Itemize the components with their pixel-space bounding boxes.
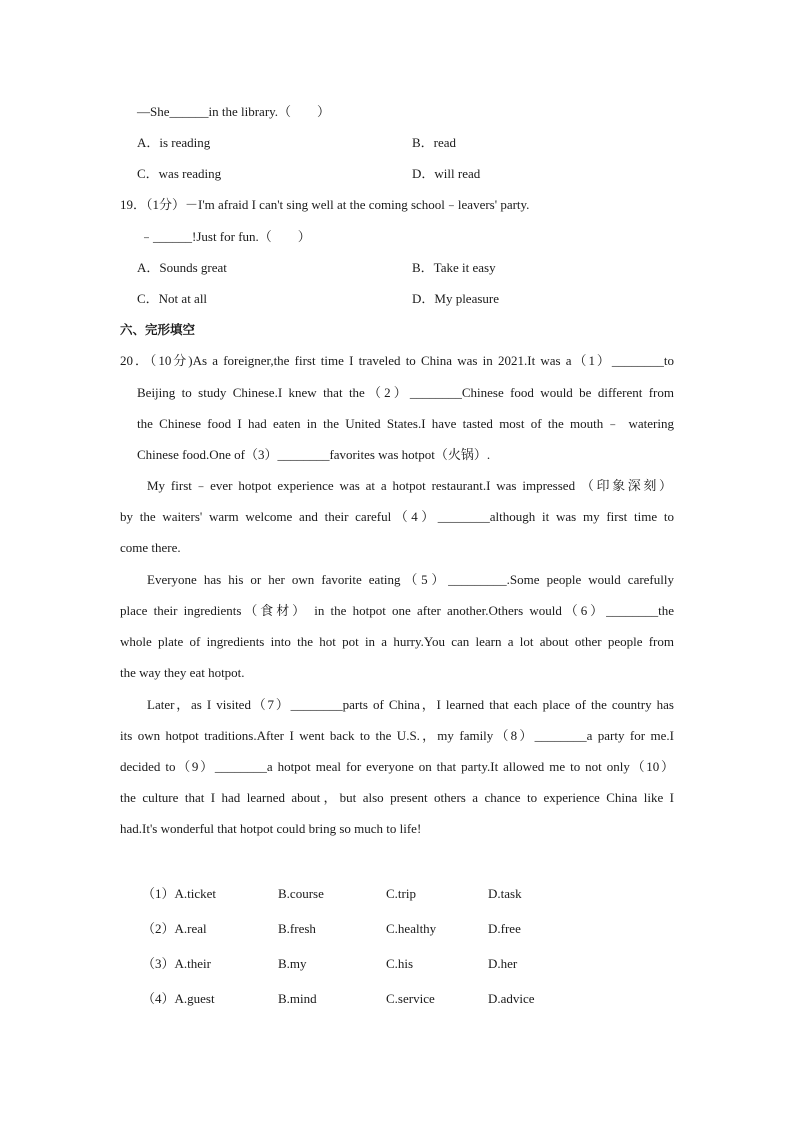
passage-line: the Chinese food I had eaten in the United States.I have tasted most of the mouth﹣ watering bbox=[137, 416, 674, 431]
q19-option-a: A．Sounds great bbox=[137, 260, 227, 275]
passage-line: Chinese food.One of（3）________favorites was hotpot（火锅）. bbox=[137, 447, 491, 462]
passage-line: 20．（10分)As a foreigner,the first time I traveled to China was in 2021.It was a（1）________to bbox=[120, 353, 674, 368]
passage-line: the culture that I had learned about，but also present others a chance to experience China like I bbox=[120, 790, 674, 805]
passage-line: Beijing to study Chinese.I knew that the（2）________Chinese food would be different from bbox=[137, 385, 674, 400]
choice-3-c: C.his bbox=[386, 956, 414, 971]
choice-4-b: B.mind bbox=[278, 991, 317, 1006]
q19-option-b: B．Take it easy bbox=[412, 260, 496, 275]
passage-line: by the waiters' warm welcome and their careful（4）________although it was my first time to bbox=[120, 509, 674, 524]
q19-option-c: C．Not at all bbox=[137, 291, 208, 306]
choice-2-a: （2）A.real bbox=[142, 921, 207, 936]
choice-3-a: （3）A.their bbox=[142, 956, 211, 971]
choice-3-b: B.my bbox=[278, 956, 307, 971]
passage-line: come there. bbox=[120, 540, 181, 555]
choice-1-b: B.course bbox=[278, 886, 324, 901]
q19-option-d: D．My pleasure bbox=[412, 291, 500, 306]
passage-line: Later，as I visited（7）________parts of China，I learned that each place of the country has bbox=[147, 697, 674, 712]
passage-line: the way they eat hotpot. bbox=[120, 665, 245, 680]
q18-option-c: C．was reading bbox=[137, 166, 222, 181]
choice-2-c: C.healthy bbox=[386, 921, 437, 936]
q19-stem-answer: ﹣______!Just for fun.（ ） bbox=[140, 229, 311, 244]
q18-option-b: B．read bbox=[412, 135, 457, 150]
choice-2-b: B.fresh bbox=[278, 921, 316, 936]
choice-1-d: D.task bbox=[488, 886, 522, 901]
choice-4-a: （4）A.guest bbox=[142, 991, 215, 1006]
passage-line: Everyone has his or her own favorite eating（5）_________.Some people would carefully bbox=[147, 572, 674, 587]
q18-option-a: A．is reading bbox=[137, 135, 211, 150]
choice-4-d: D.advice bbox=[488, 991, 535, 1006]
passage-line: its own hotpot traditions.After I went back to the U.S.，my family（8）________a party for me.I bbox=[120, 728, 674, 743]
passage-line: whole plate of ingredients into the hot pot in a hurry.You can learn a lot about other people from bbox=[120, 634, 674, 649]
choice-3-d: D.her bbox=[488, 956, 518, 971]
passage-line: place their ingredients（食材） in the hotpot one after another.Others would（6）________the bbox=[120, 603, 674, 618]
choice-4-c: C.service bbox=[386, 991, 435, 1006]
choice-1-a: （1）A.ticket bbox=[142, 886, 217, 901]
q18-option-d: D．will read bbox=[412, 166, 481, 181]
passage-line: had.It's wonderful that hotpot could bring so much to life! bbox=[120, 821, 422, 836]
choice-2-d: D.free bbox=[488, 921, 521, 936]
q18-stem: —She______in the library.（ ） bbox=[137, 104, 331, 119]
q19-stem: 19．（1分）－I'm afraid I can't sing well at the coming school﹣leavers' party. bbox=[120, 197, 530, 212]
section-title: 六、完形填空 bbox=[120, 322, 196, 337]
passage-line: My first﹣ever hotpot experience was at a hotpot restaurant.I was impressed （印象深刻） bbox=[147, 478, 672, 493]
passage-line: decided to（9）________a hotpot meal for everyone on that party.It allowed me to not only（10） bbox=[120, 759, 674, 774]
choice-1-c: C.trip bbox=[386, 886, 416, 901]
